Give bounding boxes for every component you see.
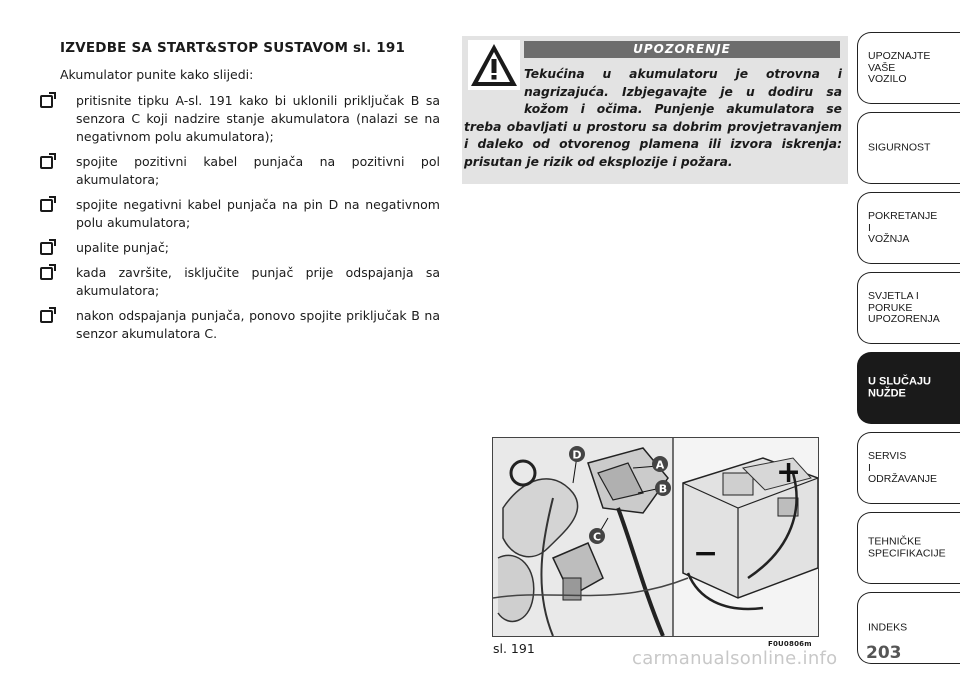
figure-code: F0U0806m (768, 640, 812, 648)
list-item: upalite punjač; (40, 239, 440, 257)
checkbox-bullet-icon (40, 242, 53, 255)
battery-figure (492, 437, 819, 637)
callout-a: A (655, 458, 665, 472)
section-heading: IZVEDBE SA START&STOP SUSTAVOM sl. 191 (60, 40, 406, 56)
warning-box (462, 36, 848, 184)
list-item: kada završite, isključite punjač prije odspajanja sa akumulatora; (40, 264, 440, 300)
intro-text: Akumulator punite kako slijedi: (60, 67, 254, 82)
checkbox-bullet-icon (40, 95, 53, 108)
tab-svjetla-i-poruke-upozorenja[interactable]: SVJETLA I PORUKE UPOZORENJA (857, 272, 960, 344)
tab-u-slucaju-nuzde[interactable]: U SLUČAJU NUŽDE (857, 352, 960, 424)
list-item: spojite pozitivni kabel punjača na pozitivni pol akumulatora; (40, 153, 440, 189)
list-item: pritisnite tipku A-sl. 191 kako bi uklonili priključak B sa senzora C koji nadzire stanje akumulatora (nalazi se na negativnom polu akumulatora); (40, 92, 440, 146)
warning-title: UPOZORENJE (524, 41, 840, 58)
tab-upoznajte-vase-vozilo[interactable]: UPOZNAJTE VAŠE VOZILO (857, 32, 960, 104)
minus-label: − (693, 536, 719, 571)
page-number: 203 (866, 643, 902, 663)
checkbox-bullet-icon (40, 310, 53, 323)
chapter-sidebar (857, 32, 960, 672)
plus-label: + (776, 455, 802, 490)
checkbox-bullet-icon (40, 267, 53, 280)
tab-tehnicke-specifikacije[interactable]: TEHNIČKE SPECIFIKACIJE (857, 512, 960, 584)
tab-indeks[interactable]: INDEKS (857, 592, 960, 664)
callout-b: B (658, 482, 668, 496)
battery-illustration (493, 438, 818, 636)
callout-d: D (572, 448, 582, 462)
tab-servis-i-odrzavanje[interactable]: SERVIS I ODRŽAVANJE (857, 432, 960, 504)
checkbox-bullet-icon (40, 199, 53, 212)
figure-caption: sl. 191 (493, 641, 535, 656)
steps-list (40, 92, 440, 350)
callout-c: C (592, 530, 602, 544)
list-item: spojite negativni kabel punjača na pin D na negativnom polu akumulatora; (40, 196, 440, 232)
checkbox-bullet-icon (40, 156, 53, 169)
tab-sigurnost[interactable]: SIGURNOST (857, 112, 960, 184)
watermark: carmanualsonline.info (632, 648, 838, 669)
tab-pokretanje-i-voznja[interactable]: POKRETANJE I VOŽNJA (857, 192, 960, 264)
warning-text: Tekućina u akumulatoru je otrovna i nagrizajuća. Izbjegavajte je u dodiru sa kožom i očima. Punjenje akumulatora se treba obavljati u prostoru sa dobrim provjetravanjem i daleko od otvorenog plamena ili izvora iskrenja: prisutan je rizik od eksplozije i požara. (464, 67, 842, 169)
list-item: nakon odspajanja punjača, ponovo spojite priključak B na senzor akumulatora C. (40, 307, 440, 343)
